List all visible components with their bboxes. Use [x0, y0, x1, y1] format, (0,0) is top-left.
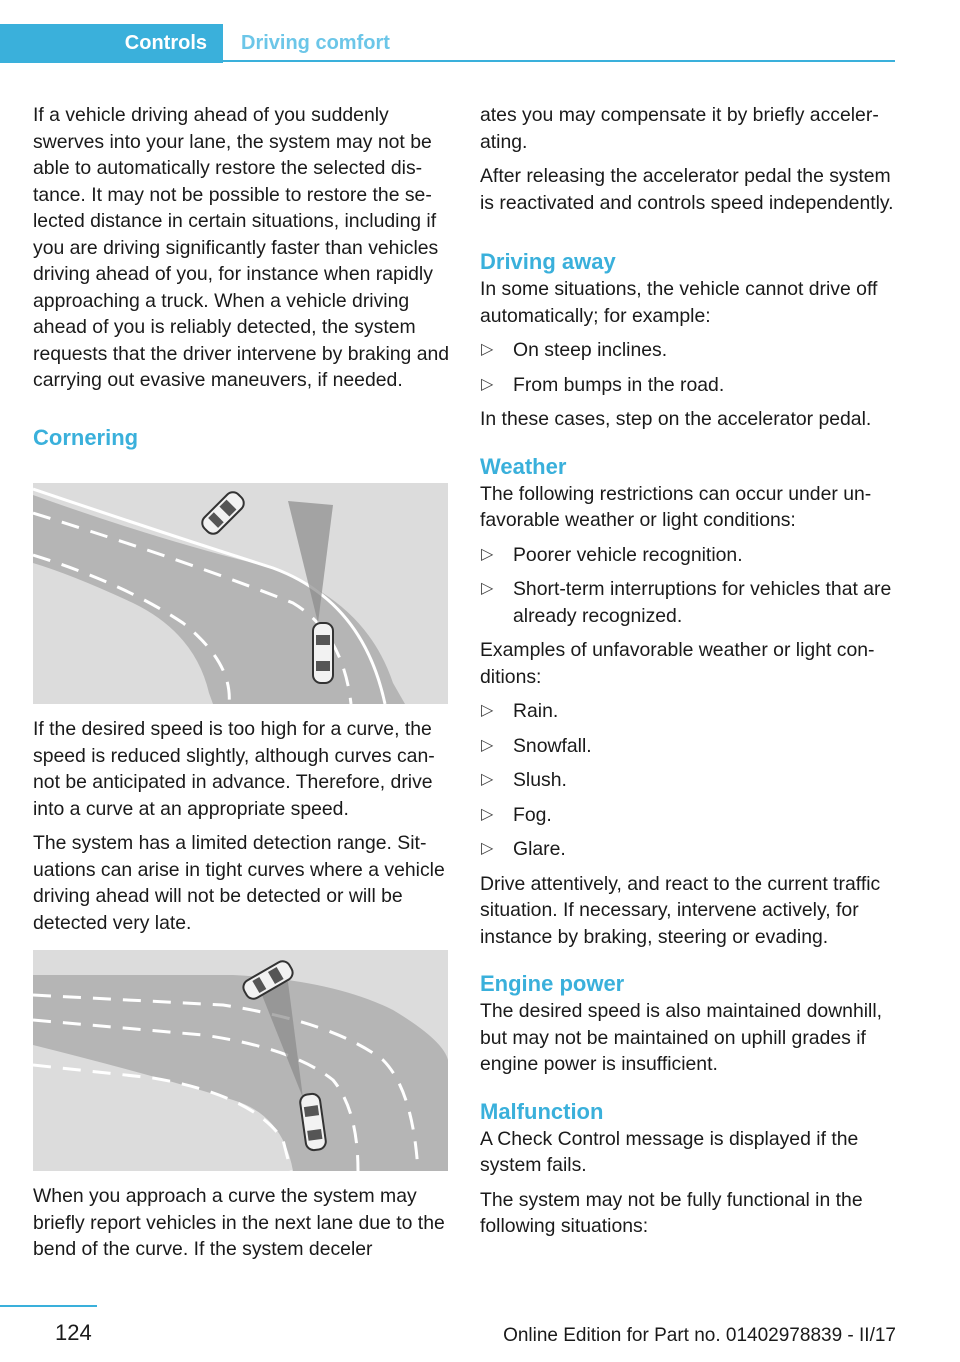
list-item: ▷ Fog.	[480, 802, 898, 829]
bullet-icon: ▷	[481, 805, 494, 823]
list-item: ▷ Slush.	[480, 767, 898, 794]
chapter-title: Controls	[124, 32, 207, 54]
weather-examples-intro: Examples of unfavorable weather or light conditions:	[480, 639, 875, 688]
list-item: ▷ Glare.	[480, 836, 898, 863]
engine-power-text: The desired speed is also maintained downhill, but may not be maintained on uphill grades if engine power is insufficient.	[480, 1000, 883, 1075]
curve-speed-paragraph: If the desired speed is too high for a curve, the speed is reduced slightly, although curves cannot be anticipated in advance. Therefore, drive into a curve at an appropriate speed.	[33, 718, 435, 820]
left-column-top	[33, 102, 451, 452]
compensate-paragraph: ates you may compensate it by briefly accelerating.	[480, 104, 879, 153]
list-item: ▷ On steep inclines.	[480, 337, 898, 364]
weather-intro: The following restrictions can occur under unfavorable weather or light conditions:	[480, 482, 872, 531]
detection-range-paragraph: The system has a limited detection range. Situations can arise in tight curves where a vehicle driving ahead will not be detected or will be detected very late.	[33, 832, 445, 934]
weather-outro: Drive attentively, and react to the current traffic situation. If necessary, intervene actively, for instance by braking, steering or evading.	[480, 872, 881, 948]
cornering-illustration-1	[33, 483, 448, 704]
list-item: ▷ Rain.	[480, 698, 898, 725]
engine-power-heading: Engine power	[480, 971, 625, 996]
list-item: ▷ Short-term interruptions for vehicles that are already recognized.	[481, 578, 892, 627]
malfunction-text-1: A Check Control message is displayed if the system fails.	[480, 1127, 859, 1176]
bullet-icon: ▷	[481, 580, 494, 597]
list-item: ▷ From bumps in the road.	[480, 372, 898, 399]
left-column-bottom	[33, 1183, 451, 1263]
edition-footer: Online Edition for Part no. 01402978839 - II/17	[503, 1325, 896, 1346]
right-column	[480, 102, 898, 1240]
bullet-icon: ▷	[481, 771, 494, 788]
bullet-icon: ▷	[481, 375, 494, 393]
car-icon	[313, 623, 333, 683]
weather-heading: Weather	[480, 453, 567, 479]
reactivated-paragraph: After releasing the accelerator pedal the system is reactivated and controls speed independently.	[480, 165, 894, 214]
cornering-illustration-2	[33, 950, 448, 1171]
malfunction-heading: Malfunction	[480, 1098, 604, 1124]
section-title: Driving comfort	[241, 32, 390, 54]
bullet-icon: ▷	[481, 545, 494, 563]
list-item: ▷ Snowfall.	[480, 733, 898, 760]
list-item: ▷ Poorer vehicle recognition.	[480, 542, 898, 569]
driving-away-outro: In these cases, step on the accelerator pedal.	[480, 408, 872, 430]
bullet-icon: ▷	[481, 736, 494, 754]
cornering-heading: Cornering	[33, 424, 139, 450]
chapter-tab	[0, 24, 223, 63]
bullet-icon: ▷	[481, 840, 494, 857]
intro-paragraph: If a vehicle driving ahead of you suddenly swerves into your lane, the system may not be able to automatically restore the selected distance. It may not be possible to restore the selected distance in certain situations, including if you are driving significantly faster than vehicles driving ahead of you, for instance when rapidly approaching a truck. When a vehicle driving ahead of you is reliably detected, the system requests that the driver intervene by braking and carrying out evasive maneuvers, if needed.	[33, 104, 450, 391]
driving-away-intro: In some situations, the vehicle cannot drive off automatically; for example:	[480, 278, 878, 327]
left-column-middle	[33, 716, 451, 936]
page-number: 124	[55, 1320, 92, 1345]
bullet-icon: ▷	[481, 702, 494, 719]
next-lane-paragraph: When you approach a curve the system may briefly report vehicles in the next lane due to the bend of the curve. If the system deceler	[33, 1185, 445, 1260]
bullet-icon: ▷	[481, 341, 494, 358]
page-number-rule	[0, 1305, 97, 1307]
driving-away-heading: Driving away	[480, 249, 616, 274]
malfunction-text-2: The system may not be fully functional in the following situations:	[480, 1188, 863, 1237]
header-rule	[223, 60, 895, 62]
